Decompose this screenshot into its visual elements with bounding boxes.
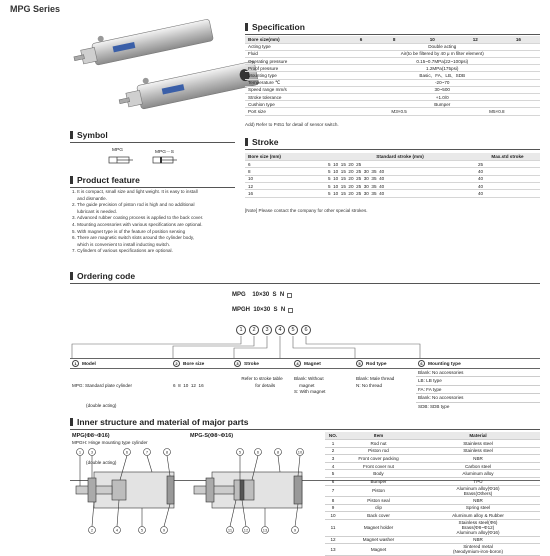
feature-line: which is convenient to install inducting switch. <box>72 241 171 247</box>
symbol-heading: Symbol <box>70 130 235 143</box>
part-item: Back cover <box>341 512 416 520</box>
feature-line: 1. It is compact, small size and light weight. It is easy to install <box>72 189 198 194</box>
parts-col-item: Item <box>341 432 416 440</box>
stroke-bore: 16 <box>245 190 325 197</box>
stroke-values: 5 10 15 20 25 30 35 40 <box>325 190 475 197</box>
stroke-max: 25 <box>475 160 540 167</box>
spec-label: Port size <box>245 108 344 115</box>
part-material: NBR <box>416 455 540 463</box>
spec-label: Acting type <box>245 43 344 50</box>
spec-value: M3×0.5 <box>344 108 453 115</box>
col-title-stroke: Stroke <box>244 362 259 367</box>
model-line: MPG: Standard plate cylinder <box>72 383 133 388</box>
bore-options: 6 8 10 12 16 <box>173 383 204 388</box>
rod-option: Blank: Male thread <box>356 376 395 381</box>
parts-col-no: NO. <box>325 432 341 440</box>
table-row <box>325 519 540 536</box>
svg-text:9: 9 <box>162 527 166 533</box>
part-number: 9 <box>325 504 341 512</box>
table-row <box>325 470 540 478</box>
stroke-values: 5 10 15 20 25 <box>325 160 475 167</box>
code-rod: N <box>279 292 285 298</box>
magnet-option: S: With magnet <box>294 389 326 394</box>
order-circles <box>236 325 314 335</box>
table-row <box>325 485 540 496</box>
part-number: 4 <box>325 462 341 470</box>
table-row <box>325 536 540 544</box>
svg-text:11: 11 <box>227 527 233 533</box>
bore-12: 12 <box>454 36 497 43</box>
mount-option: SDB: SDB type <box>418 403 450 409</box>
spec-value: 0.15~0.7MPa(22~100psi) <box>344 58 540 65</box>
code-model: MPG <box>232 292 246 298</box>
spec-value: Bumper <box>344 101 540 108</box>
order-circle: 1 <box>236 325 246 335</box>
svg-text:4: 4 <box>115 527 119 533</box>
feature-line: 6. There are magnetic switch slots around the cylinder body, <box>72 235 195 241</box>
col-title-model: Model <box>82 362 96 367</box>
part-number: 10 <box>325 512 341 520</box>
svg-text:1: 1 <box>78 449 82 455</box>
svg-text:6: 6 <box>125 449 129 455</box>
part-material: NBR <box>416 536 540 544</box>
rod-option: N: No thread <box>356 382 383 388</box>
feature-line: and dismantle. <box>72 195 107 201</box>
order-circle: 2 <box>249 325 259 335</box>
stroke-col-bore: Bore size (mm) <box>245 153 325 160</box>
order-code-mpg <box>232 292 292 298</box>
svg-text:5: 5 <box>238 449 242 455</box>
magnet-option: magnet <box>294 382 315 388</box>
part-item: Magnet washer <box>341 536 416 544</box>
stroke-values: 5 10 15 20 25 30 35 40 <box>325 183 475 190</box>
stroke-values: 5 10 15 20 25 30 35 40 <box>325 175 475 182</box>
stroke-max: 40 <box>475 190 540 197</box>
stroke-bore: 8 <box>245 168 325 175</box>
table-row <box>325 440 540 448</box>
part-item: Piston seal <box>341 497 416 505</box>
inner-structure-heading: Inner structure and material of major parts <box>70 417 540 430</box>
part-number: 7 <box>325 485 341 496</box>
stroke-col-standard: Standard stroke (mm) <box>325 153 475 160</box>
spec-note: Add) Refer to P451 for detail of sensor switch. <box>245 122 339 127</box>
col-num: 6 <box>418 360 425 367</box>
part-item: Rod nut <box>341 440 416 448</box>
svg-text:5: 5 <box>140 527 144 533</box>
code-rod: N <box>280 307 286 313</box>
spec-value: -20~70 <box>344 79 540 86</box>
stroke-values: 5 10 15 20 25 30 35 40 <box>325 168 475 175</box>
code-size: 10×30 <box>253 307 271 313</box>
feature-list <box>72 189 247 255</box>
table-row <box>325 544 540 555</box>
part-item: clip <box>341 504 416 512</box>
order-circle: 4 <box>275 325 285 335</box>
mpg-s-cross-section-diagram <box>190 442 315 542</box>
part-material: NBR <box>416 497 540 505</box>
col-title-magnet: Magnet <box>304 362 321 367</box>
stroke-bore: 6 <box>245 160 325 167</box>
mount-option: Blank: No accessories <box>416 369 540 377</box>
part-item: Bumper <box>341 478 416 486</box>
spec-label: Speed range mm/s <box>245 86 344 93</box>
order-connector-lines <box>70 336 540 358</box>
specification-table <box>245 36 540 116</box>
magnet-cylinder-symbol-icon <box>152 155 178 165</box>
part-number: 3 <box>325 455 341 463</box>
feature-line: 4. Mounting accessories with various specifications are optional. <box>72 221 203 227</box>
part-material: Stainless steel(Φ6) Brass(Φ8~Φ12) Aluminum alloy(Φ16) <box>416 519 540 536</box>
col-title-bore: Bore size <box>183 362 205 367</box>
table-row <box>325 478 540 486</box>
bore-size-header: Bore size(mm) <box>245 36 344 43</box>
svg-text:10: 10 <box>297 449 303 455</box>
diagram-label-mpg-s: MPG-S(Φ8~Φ16) <box>190 433 234 439</box>
part-item: Front cover packing <box>341 455 416 463</box>
part-material: Aluminum alloy & Rubber <box>416 512 540 520</box>
mount-option: LB: LB type <box>416 377 540 385</box>
table-row <box>325 462 540 470</box>
part-number: 8 <box>325 497 341 505</box>
svg-text:7: 7 <box>145 449 149 455</box>
spec-value: 30~500 <box>344 86 540 93</box>
part-item: Body <box>341 470 416 478</box>
part-material: Aluminum alloy <box>416 470 540 478</box>
feature-line: 3. Advanced rubber coating process is applied to the back cover. <box>72 215 204 221</box>
model-line: (double acting) <box>72 402 117 408</box>
spec-label: Cushion type <box>245 101 344 108</box>
table-row <box>325 504 540 512</box>
col-num: 3 <box>234 360 241 367</box>
svg-text:8: 8 <box>165 449 169 455</box>
part-number: 5 <box>325 470 341 478</box>
code-magnet: S <box>273 307 278 313</box>
spec-value: M5×0.8 <box>454 108 540 115</box>
spec-label: Temperature ℃ <box>245 79 344 86</box>
cylinder-product-photo <box>62 20 242 122</box>
part-item: Front cover nut <box>341 462 416 470</box>
symbol-label-mpg: MPG <box>112 148 123 153</box>
part-item: Piston rod <box>341 447 416 455</box>
mount-option: FA: FA type <box>416 386 540 394</box>
part-item: Piston <box>341 485 416 496</box>
part-material: Stainless steel <box>416 440 540 448</box>
model-line: MPGH: Hinge mounting type cylinder <box>72 440 148 445</box>
ordering-code-heading: Ordering code <box>70 271 540 284</box>
stroke-max: 40 <box>475 175 540 182</box>
spec-value: +1.0/0 <box>344 94 540 101</box>
stroke-table <box>245 153 540 198</box>
part-material: Spring steel <box>416 504 540 512</box>
bore-8: 8 <box>378 36 411 43</box>
svg-text:8: 8 <box>276 449 280 455</box>
part-number: 12 <box>325 536 341 544</box>
col-num: 5 <box>356 360 363 367</box>
feature-line: lubricant is needed. <box>72 208 117 214</box>
part-number: 6 <box>325 478 341 486</box>
part-material: Sintered metal (Neodymium-iron-boron) <box>416 544 540 555</box>
diagram-label-mpg: MPG(Φ8~Φ16) <box>72 433 110 439</box>
table-row <box>325 455 540 463</box>
spec-value: Air(to be filtered by 40 μ m filter element) <box>344 50 540 57</box>
part-number: 2 <box>325 447 341 455</box>
part-material: Stainless steel <box>416 447 540 455</box>
table-row <box>325 497 540 505</box>
stroke-max: 40 <box>475 183 540 190</box>
code-size: 10×30 <box>252 292 270 298</box>
part-material: Carbon steel <box>416 462 540 470</box>
stroke-bore: 10 <box>245 175 325 182</box>
col-title-rod: Rod type <box>366 362 387 367</box>
specification-heading: Specification <box>245 22 540 35</box>
col-num: 2 <box>173 360 180 367</box>
spec-label: Mounting type <box>245 72 344 79</box>
stroke-option: for details <box>248 382 276 388</box>
order-circle: 5 <box>288 325 298 335</box>
spec-value: 1.2MPa(175psi) <box>344 65 540 72</box>
stroke-option: Refer to stroke table <box>241 376 283 381</box>
stroke-max: 40 <box>475 168 540 175</box>
order-circle: 3 <box>262 325 272 335</box>
code-mount-box <box>288 308 293 313</box>
feature-line: 5. With magnet type is of the feature of position sensing <box>72 228 186 234</box>
part-item: Magnet <box>341 544 416 555</box>
col-num: 1 <box>72 360 79 367</box>
stroke-bore: 12 <box>245 183 325 190</box>
code-model: MPGH <box>232 307 250 313</box>
part-number: 1 <box>325 440 341 448</box>
double-acting-symbol-icon <box>108 155 134 165</box>
spec-value: Basic、FA、LB、SDB <box>344 72 540 79</box>
part-material: Aluminum alloy(Φ16) Brass(Others) <box>416 485 540 496</box>
mount-option: Blank: No accessories <box>416 394 540 402</box>
spec-label: Stroke tolerance <box>245 94 344 101</box>
feature-line: 7. Cylinders of various specifications are optional. <box>72 248 173 254</box>
spec-label: Fluid <box>245 50 344 57</box>
bore-10: 10 <box>411 36 454 43</box>
part-item: Magnet holder <box>341 519 416 536</box>
spec-label: Operating pressure <box>245 58 344 65</box>
part-number: 13 <box>325 544 341 555</box>
svg-text:2: 2 <box>90 527 94 533</box>
mpg-cross-section-diagram <box>72 442 182 542</box>
bore-6: 6 <box>344 36 377 43</box>
magnet-option: Blank: Without <box>294 376 324 381</box>
symbol-label-mpg-s: MPG－S <box>155 150 174 155</box>
series-title: MPG Series <box>10 4 61 14</box>
order-circle: 6 <box>301 325 311 335</box>
svg-text:9: 9 <box>293 527 297 533</box>
model-line: (double acting) <box>72 459 117 465</box>
product-feature-heading: Product feature <box>70 175 235 188</box>
bore-16: 16 <box>497 36 540 43</box>
svg-text:12: 12 <box>243 527 249 533</box>
parts-material-table <box>325 432 540 556</box>
spec-label: Proof pressure <box>245 65 344 72</box>
part-number: 11 <box>325 519 341 536</box>
code-magnet: S <box>272 292 277 298</box>
part-material: TPU <box>416 478 540 486</box>
code-mount-box <box>287 293 292 298</box>
order-code-mpgh <box>232 307 293 313</box>
table-row <box>325 512 540 520</box>
svg-text:6: 6 <box>256 449 260 455</box>
svg-text:13: 13 <box>262 527 268 533</box>
stroke-col-max: Max.std stroke <box>475 153 540 160</box>
stroke-heading: Stroke <box>245 137 540 150</box>
col-num: 4 <box>294 360 301 367</box>
parts-col-material: Material <box>416 432 540 440</box>
table-row <box>325 447 540 455</box>
stroke-note: [Note] Please contact the company for other special strokes. <box>245 208 368 213</box>
col-title-mounting: Mounting type <box>428 362 461 367</box>
svg-text:3: 3 <box>90 449 94 455</box>
spec-value: Double acting <box>344 43 540 50</box>
feature-line: 2. The guide precision of piston rod is high and no additional <box>72 202 195 208</box>
